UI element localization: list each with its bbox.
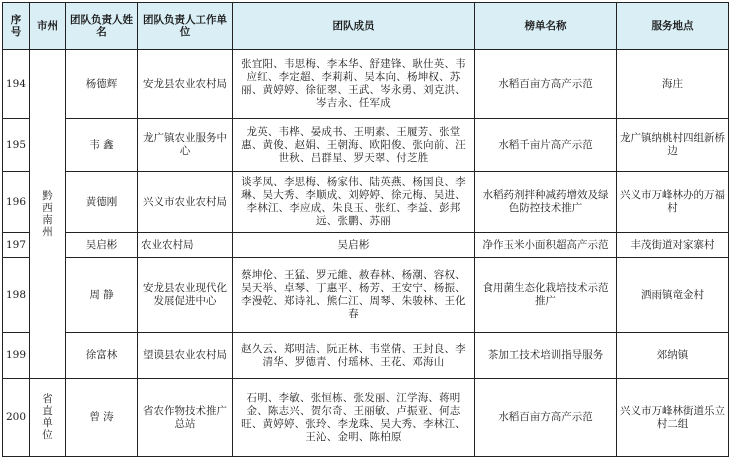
place-cell: 洒雨镇竜金村 xyxy=(617,258,729,333)
table-row xyxy=(3,258,729,333)
members-cell: 张宜阳、韦思梅、李本华、舒建锋、耿仕英、韦应红、李定超、李莉莉、吴本向、杨坤权、苏丽、黄婷婷、徐征翠、王武、岑永勇、刘克洪、岑吉永、任军成 xyxy=(233,50,475,119)
seq-cell: 200 xyxy=(3,379,30,457)
seq-cell: 194 xyxy=(3,50,30,119)
list-cell: 食用菌生态化栽培技术示范推广 xyxy=(475,258,617,333)
list-cell: 茶加工技术培训指导服务 xyxy=(475,333,617,379)
seq-cell: 196 xyxy=(3,172,30,233)
seq-cell: 197 xyxy=(3,233,30,258)
place-cell: 兴义市万峰林街道乐立村二组 xyxy=(617,379,729,457)
seq-cell: 199 xyxy=(3,333,30,379)
city-cell xyxy=(30,379,66,457)
table-row xyxy=(3,50,729,119)
header-leader: 团队负责人姓名 xyxy=(66,3,138,50)
seq-cell: 198 xyxy=(3,258,30,333)
unit-cell: 龙广镇农业服务中心 xyxy=(138,119,233,172)
header-seq: 序号 xyxy=(3,3,30,50)
place-cell: 郊纳镇 xyxy=(617,333,729,379)
table-row xyxy=(3,119,729,172)
members-cell: 赵久云、郑明洁、阮正林、韦堂倩、王封良、李清华、罗德青、付瑶林、王花、邓海山 xyxy=(233,333,475,379)
leader-cell: 徐富林 xyxy=(66,333,138,379)
header-city: 市州 xyxy=(30,3,66,50)
place-cell: 海庄 xyxy=(617,50,729,119)
list-cell: 水稻药剂拌种减药增效及绿色防控技术推广 xyxy=(475,172,617,233)
header-place: 服务地点 xyxy=(617,3,729,50)
list-cell: 净作玉米小面积超高产示范 xyxy=(475,233,617,258)
table-row xyxy=(3,379,729,457)
members-cell: 吴启彬 xyxy=(233,233,475,258)
table-row xyxy=(3,333,729,379)
header-unit: 团队负责人工作单位 xyxy=(138,3,233,50)
place-cell: 龙广镇纳桃村四组新桥边 xyxy=(617,119,729,172)
members-cell: 石明、李敏、张恒栋、张发丽、江学海、蒋明金、陈志兴、贺尔奇、王丽敏、卢振亚、何志旺、黄婷婷、张玲、李龙珠、吴大秀、李林江、王沁、金明、陈柏原 xyxy=(233,379,475,457)
header-members: 团队成员 xyxy=(233,3,475,50)
unit-cell: 安龙县农业农村局 xyxy=(138,50,233,119)
place-cell: 兴义市万峰林办的万福村 xyxy=(617,172,729,233)
unit-cell: 安龙县农业现代化发展促进中心 xyxy=(138,258,233,333)
unit-cell: 望谟县农业农村局 xyxy=(138,333,233,379)
members-cell: 谈孝凤、李思梅、杨家伟、陆英燕、杨国良、李琳、吴大秀、李顺成、刘婷婷、徐元梅、吴进、李林江、李应成、朱良玉、张红、李益、彭邦远、张鹏、苏丽 xyxy=(233,172,475,233)
unit-cell: 兴义市农业农村局 xyxy=(138,172,233,233)
table-row xyxy=(3,233,729,258)
leader-cell: 韦 鑫 xyxy=(66,119,138,172)
list-cell: 水稻百亩方高产示范 xyxy=(475,50,617,119)
seq-cell: 195 xyxy=(3,119,30,172)
leader-cell: 吴启彬 xyxy=(66,233,138,258)
leader-cell: 黄德刚 xyxy=(66,172,138,233)
unit-cell: 农业农村局 xyxy=(138,233,233,258)
leader-cell: 杨德辉 xyxy=(66,50,138,119)
header-list: 榜单名称 xyxy=(475,3,617,50)
page-container xyxy=(2,2,729,457)
leader-cell: 周 静 xyxy=(66,258,138,333)
list-cell: 水稻百亩方高产示范 xyxy=(475,379,617,457)
list-cell: 水稻千亩片高产示范 xyxy=(475,119,617,172)
city-cell xyxy=(30,50,66,379)
table-row xyxy=(3,172,729,233)
place-cell: 丰茂街道对家寨村 xyxy=(617,233,729,258)
leader-cell: 曾 涛 xyxy=(66,379,138,457)
header-row xyxy=(3,3,729,50)
unit-cell: 省农作物技术推广总站 xyxy=(138,379,233,457)
team-table xyxy=(2,2,729,457)
city-label: 省直单位 xyxy=(42,393,53,441)
city-label: 黔西南州 xyxy=(42,189,53,238)
members-cell: 蔡坤伦、王猛、罗元維、赦春林、杨潮、容权、吴天举、卓琴、丁惠平、杨芳、王安宁、杨振、李漫乾、郑诗礼、熊仁江、周琴、朱骏林、王化春 xyxy=(233,258,475,333)
members-cell: 龙英、韦桦、晏成书、王明素、王履芳、张堂惠、黄俊、赵娟、王朝海、欧阳俊、张向前、汪世秋、吕群星、罗天翠、付芝胜 xyxy=(233,119,475,172)
